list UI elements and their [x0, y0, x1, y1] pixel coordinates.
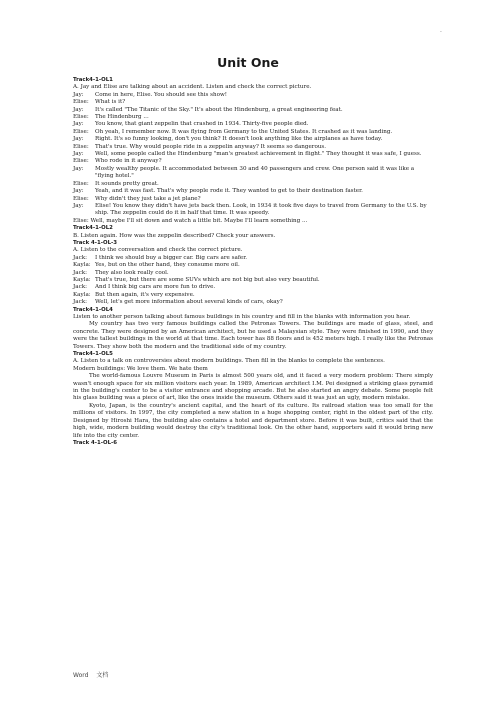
- dialogue-text: You know, that giant zeppelin that crashed in 1934. Thirty-five people died.: [95, 121, 309, 128]
- speaker-label: Elise:: [73, 114, 89, 121]
- dialogue-text: Come in here, Elise. You should see this show!: [95, 91, 228, 98]
- dialogue-text: Mostly wealthy people. It accommodated between 30 and 40 passengers and crew. One person said it was like a "flying hotel.": [95, 165, 415, 180]
- exercise-instruction: A. Listen to a talk on controversies about modern buildings. Then fill in the blanks to complete the sentences.: [73, 358, 385, 365]
- dialogue-line: Elise: Well, maybe I'll sit down and watch a little bit. Maybe I'll learn something ...: [73, 217, 308, 224]
- dialogue-text: Oh yeah, I remember now. It was flying from Germany to the United States. It crashed as it was landing.: [95, 128, 393, 135]
- dialogue-text: Well, some people called the Hindenburg "man's greatest achievement in flight." They thought it was safe, I guess.: [95, 151, 422, 158]
- speaker-label: Jay:: [73, 106, 84, 113]
- exercise-instruction: Listen to another person talking about famous buildings in his country and fill in the blanks with information you hear.: [73, 314, 411, 320]
- speaker-label: Jay:: [73, 151, 84, 158]
- page-title: Unit One: [217, 55, 279, 70]
- speaker-label: Kayla:: [73, 262, 91, 269]
- dialogue-line: [73, 121, 433, 128]
- dialogue-text: The Hindenburg ...: [95, 114, 149, 121]
- speaker-label: Jack:: [73, 284, 87, 291]
- passage-petronas: My country has two very famous buildings called the Petronas Towers. The buildings are made of glass, steel, and concrete. They were designed by an American architect, but he used a Malaysian style. They were finished in 1990, and they were the tallest buildings in the world at that time. Each tower has 88 floors and is 452 meters high. I really like the Petronas Towers. They show both the modern and the traditional side of my country.: [73, 321, 433, 350]
- dialogue-line: [73, 284, 433, 291]
- dialogue-line: [73, 166, 433, 181]
- exercise-instruction: A. Listen to the conversation and check the correct picture.: [73, 247, 243, 254]
- track-heading-1: Track4-1-OL1: [73, 77, 113, 83]
- track-heading-5: Track4-1-OL5: [73, 351, 113, 358]
- dialogue-line: [73, 144, 433, 151]
- speaker-label: Elise:: [73, 180, 89, 187]
- speaker-label: Jack:: [73, 254, 87, 261]
- speaker-label: Jay:: [73, 121, 84, 128]
- dialogue-text: What is it?: [95, 99, 126, 106]
- exercise-instruction: B. Listen again. How was the zeppelin described? Check your answers.: [73, 232, 276, 239]
- dialogue-text: Right. It's so funny looking, don't you think? It doesn't look anything like the airplanes as have today.: [95, 136, 383, 143]
- dialogue-text: Elise! You know they didn't have jets back then. Look, in 1934 it took five days to travel from Germany to the U.S. by ship. The zeppelin could do it in half that time. It was speedy.: [95, 202, 427, 217]
- dialogue-line: [73, 255, 433, 262]
- dialogue-line: [73, 299, 433, 306]
- dialogue-line: [73, 262, 433, 269]
- footer-word: Word: [73, 672, 89, 679]
- dialogue-text: Yes, but on the other hand, they consume more oil.: [95, 262, 240, 269]
- speaker-label: Elise:: [73, 158, 89, 165]
- dialogue-text: But then again, it's very expensive.: [95, 291, 195, 298]
- speaker-label: Jay:: [73, 136, 84, 143]
- dialogue-text: I think we should buy a bigger car. Big cars are safer.: [95, 254, 248, 261]
- page-footer: [73, 670, 114, 679]
- dialogue-line: [73, 107, 433, 114]
- dialogue-line: [73, 158, 433, 165]
- dialogue-line: [73, 203, 433, 218]
- dialogue-text: And I think big cars are more fun to drive.: [95, 284, 216, 291]
- dialogue-line: [73, 188, 433, 195]
- passage-subtitle: Modern buildings: We love them. We hate them: [73, 365, 208, 372]
- dialogue-line: [73, 136, 433, 143]
- dialogue-line: [73, 277, 433, 284]
- speaker-label: Jay:: [73, 202, 84, 209]
- speaker-label: Jack:: [73, 299, 87, 306]
- dialogue-line: [73, 99, 433, 106]
- exercise-instruction: A. Jay and Elise are talking about an accident. Listen and check the correct picture.: [73, 84, 312, 91]
- speaker-label: Elise:: [73, 143, 89, 150]
- dialogue-line: [73, 92, 433, 99]
- dialogue-text: Well, let's get more information about several kinds of cars, okay?: [95, 299, 283, 306]
- dialogue-1: [73, 92, 433, 218]
- speaker-label: Jay:: [73, 188, 84, 195]
- dialogue-line: [73, 129, 433, 136]
- speaker-label: Jay:: [73, 91, 84, 98]
- dialogue-text: Why didn't they just take a jet plane?: [95, 195, 201, 202]
- document-body: [73, 77, 433, 447]
- speaker-label: Elise:: [73, 99, 89, 106]
- speaker-label: Elise:: [73, 128, 89, 135]
- dialogue-line: [73, 292, 433, 299]
- dialogue-line: [73, 114, 433, 121]
- track-heading-4: Track4-1-OL4: [73, 306, 113, 313]
- track-heading-2: Track4-1-OL2: [73, 225, 113, 232]
- dialogue-3: [73, 255, 433, 307]
- dialogue-line: [73, 270, 433, 277]
- dialogue-text: They also look really cool.: [95, 269, 169, 276]
- speaker-label: Kayla:: [73, 276, 91, 283]
- speaker-label: Jack:: [73, 269, 87, 276]
- passage-kyoto: Kyoto, Japan, is the country's ancient capital, and the heart of its culture. Its railroad station was too small for the millions of visitors. In 1997, the city completed a new station in a huge shopping center, right in the oldest part of the city. Designed by Hiroshi Hara, the building also contains a hotel and department store. Before it was built, critics said that the high, wide, modern building would destroy the city's traditional look. On the other hand, supporters said it would bring new life into the city center.: [73, 402, 433, 439]
- dialogue-line: [73, 181, 433, 188]
- track-heading-6: Track 4-1-OL-6: [73, 439, 118, 446]
- speaker-label: Kayla:: [73, 291, 91, 298]
- dialogue-line: [73, 196, 433, 203]
- passage-louvre: The world-famous Louvre Museum in Paris is almost 500 years old, and it faced a very modern problem: There simply wasn't enough space for six million visitors each year. In 1989, American architect I.M. Pei designed a striking glass pyramid in the building's center to be a visitor entrance and shopping arcade. But he also started an angry debate. Some people felt his glass building was a piece of art, like the ones inside the museum. Others said it was just an ugly, modern mistake.: [73, 373, 433, 402]
- header-mark: .: [440, 27, 442, 34]
- dialogue-line: [73, 151, 433, 158]
- dialogue-text: Yeah, and it was fast. That's why people rode it. They wanted to get to their destination faster.: [95, 188, 363, 195]
- speaker-label: Elise:: [73, 195, 89, 202]
- dialogue-text: It's called "The Titanic of the Sky." It's about the Hindenburg, a great engineering feat.: [95, 106, 343, 113]
- speaker-label: Jay:: [73, 165, 84, 172]
- dialogue-text: That's true. Why would people ride in a zeppelin anyway? It seems so dangerous.: [95, 143, 327, 150]
- dialogue-text: It sounds pretty great.: [95, 180, 159, 187]
- footer-doc: 文档: [96, 672, 109, 679]
- dialogue-text: That's true, but there are some SUVs which are not big but also very beautiful.: [95, 276, 320, 283]
- track-heading-3: Track 4-1-OL-3: [73, 239, 118, 246]
- dialogue-text: Who rode in it anyway?: [95, 158, 162, 165]
